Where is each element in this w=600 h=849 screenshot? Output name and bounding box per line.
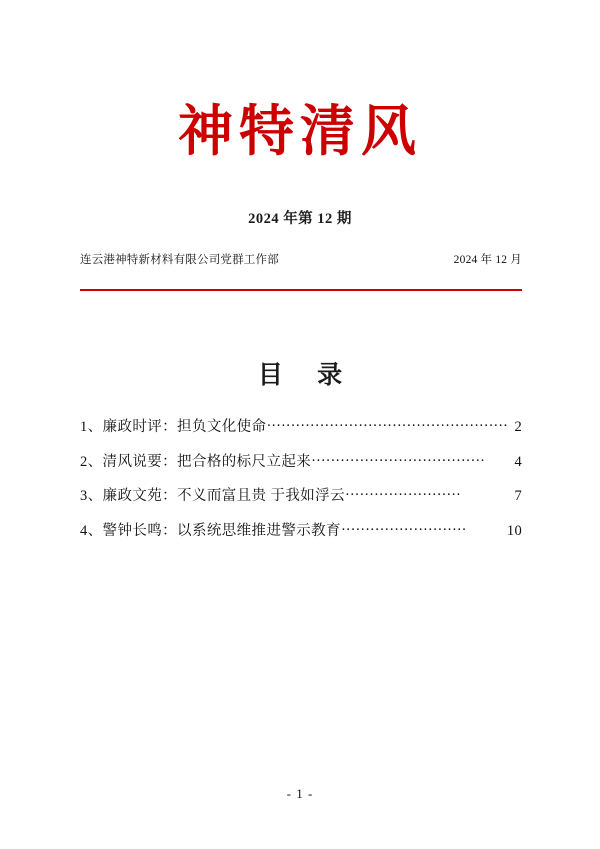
masthead-title: 神特清风: [177, 101, 422, 162]
toc-heading: 目 录: [257, 362, 357, 389]
page-number: - 1 -: [286, 786, 314, 801]
toc-entry-title: 1、廉政时评：担负文化使命: [80, 419, 267, 435]
toc-entry-page: 7: [514, 488, 522, 504]
publisher-name: 连云港神特新材料有限公司党群工作部: [80, 254, 279, 266]
toc-entry[interactable]: [80, 455, 522, 470]
issue-number: 2024 年第 12 期: [248, 211, 352, 227]
toc-entry[interactable]: [80, 489, 522, 504]
toc-list: [80, 420, 522, 558]
toc-entry-page: 10: [506, 522, 522, 539]
toc-entry-leader: ··························: [340, 522, 467, 537]
toc-entry-leader: ························: [344, 488, 461, 503]
toc-entry-page: 2: [514, 419, 522, 435]
publication-date: 2024 年 12 月: [453, 254, 522, 266]
imprint-row: [80, 251, 522, 267]
toc-entry-title: 2、清风说要：把合格的标尺立起来: [80, 453, 312, 470]
toc-entry[interactable]: [80, 420, 522, 435]
header-divider: [80, 289, 522, 291]
toc-entry-leader: ··················································: [266, 419, 508, 434]
toc-entry-title: 3、廉政文苑：不义而富且贵 于我如浮云: [80, 488, 345, 504]
toc-entry-leader: ····································: [311, 453, 485, 468]
toc-entry[interactable]: [80, 524, 522, 539]
toc-entry-page: 4: [514, 453, 522, 470]
toc-entry-title: 4、警钟长鸣：以系统思维推进警示教育: [80, 522, 341, 539]
